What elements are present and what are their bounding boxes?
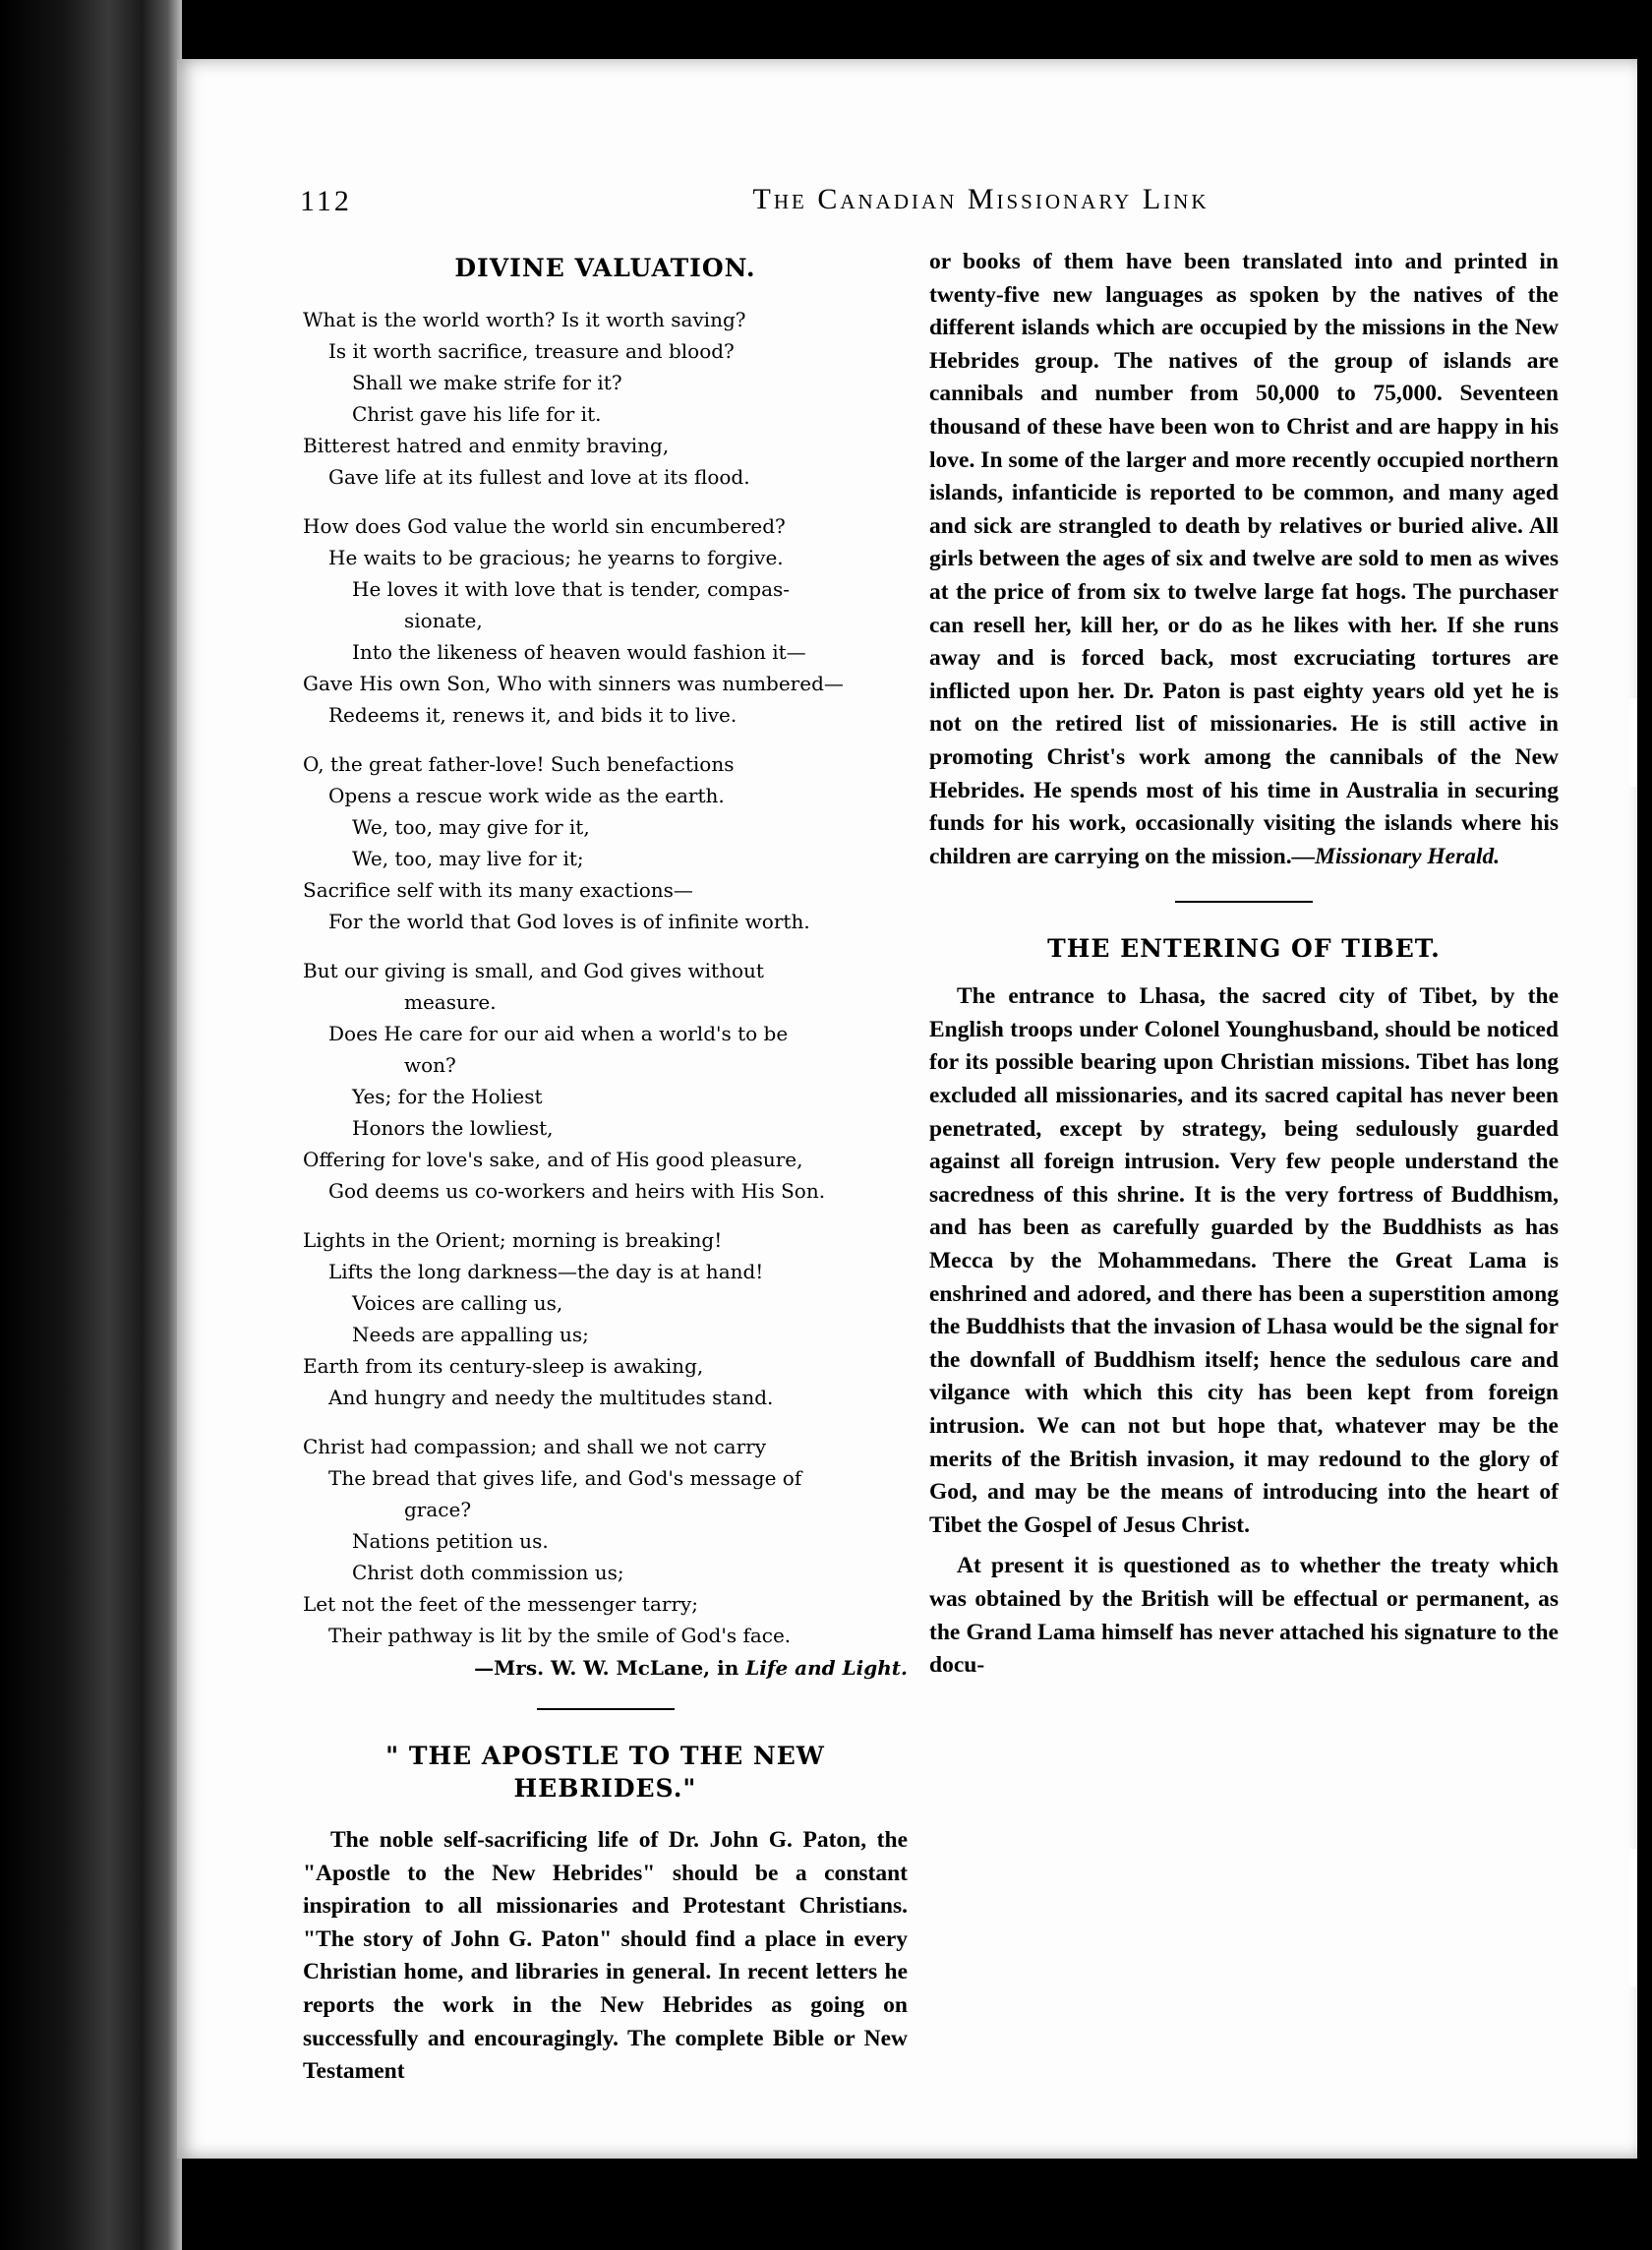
- poem-line: O, the great father-love! Such benefactions: [303, 752, 735, 776]
- poem-line: Offering for love's sake, and of His good pleasure,: [303, 1148, 803, 1171]
- poem-line: sionate,: [404, 609, 483, 632]
- section-divider: [537, 1708, 675, 1710]
- poem-line: Gave life at its fullest and love at its flood.: [328, 465, 750, 489]
- poem-line: He waits to be gracious; he yearns to forgive.: [328, 546, 784, 569]
- poem-title: DIVINE VALUATION.: [454, 254, 756, 282]
- page-number: 112: [300, 185, 352, 217]
- poem-line: Let not the feet of the messenger tarry;: [303, 1592, 699, 1616]
- poem-line: won?: [404, 1053, 456, 1077]
- poem-line: God deems us co-workers and heirs with His Son.: [328, 1179, 826, 1203]
- poem-line: How does God value the world sin encumbered?: [303, 514, 786, 538]
- poem-line: What is the world worth? Is it worth saving?: [303, 308, 746, 331]
- poem-stanza: [303, 304, 908, 493]
- poem-stanza: [303, 510, 908, 731]
- poem-line: Lights in the Orient; morning is breaking!: [303, 1228, 723, 1252]
- poem-line: But our giving is small, and God gives without: [303, 959, 764, 982]
- poem-body: [303, 304, 908, 1651]
- article-paragraph: The entrance to Lhasa, the sacred city of Tibet, by the English troops under Colonel Younghusband, should be noticed for its possible bearing upon Christian missions. Tibet has long excluded all missionaries, and its sacred capital has never been penetrated, except by strategy, being sedulously guarded against all foreign intrusion. Very few people understand the sacredness of this shrine. It is the very fortress of Buddhism, and has been as carefully guarded by the Buddhists as has Mecca by the Mohammedans. There the Great Lama is enshrined and adored, and there has been a superstition among the Buddhists that the invasion of Lhasa would be the signal for the downfall of Buddhism itself; hence the sedulous care and vilgance with which this city has been kept from foreign intrusion. We can not but hope that, whatever may be the merits of the British invasion, it may redound to the glory of God, and may be the means of introducing into the heart of Tibet the Gospel of Jesus Christ.: [929, 983, 1559, 1538]
- journal-title: The Canadian Missionary Link: [752, 183, 1210, 215]
- article-title-tibet: THE ENTERING OF TIBET.: [1047, 934, 1441, 964]
- poem-line: Does He care for our aid when a world's to be: [328, 1022, 789, 1045]
- poem-attribution: [303, 1653, 908, 1683]
- poem-stanza: [303, 1224, 908, 1413]
- poem-line: grace?: [404, 1498, 472, 1521]
- poem-line: Is it worth sacrifice, treasure and blood?: [328, 339, 735, 363]
- article-paragraph-continued: [929, 246, 1559, 873]
- poem-stanza: [303, 748, 908, 937]
- poem-stanza: [303, 1431, 908, 1651]
- left-column: [303, 246, 908, 2097]
- poem-line: Honors the lowliest,: [352, 1116, 554, 1140]
- poem-line: Bitterest hatred and enmity braving,: [303, 434, 670, 457]
- book-binding: [0, 0, 182, 2250]
- poem-line: Their pathway is lit by the smile of God's face.: [328, 1624, 792, 1647]
- article-title-new-hebrides: " THE APOSTLE TO THE NEW HEBRIDES.": [385, 1742, 825, 1803]
- poem-line: He loves it with love that is tender, compas-: [352, 577, 791, 601]
- poem-line: We, too, may give for it,: [352, 815, 590, 839]
- poem-line: Redeems it, renews it, and bids it to live.: [328, 703, 738, 727]
- poem-line: measure.: [404, 990, 497, 1014]
- article-source: —Missionary Herald.: [1291, 843, 1501, 869]
- page: [177, 59, 1637, 2159]
- poem-line: Opens a rescue work wide as the earth.: [328, 784, 725, 807]
- poem-line: Sacrifice self with its many exactions—: [303, 878, 693, 902]
- right-column: [929, 246, 1559, 1690]
- poem-line: Christ doth commission us;: [352, 1561, 624, 1584]
- poem-line: The bread that gives life, and God's message of: [328, 1466, 802, 1490]
- poem-line: Christ had compassion; and shall we not carry: [303, 1435, 766, 1458]
- poem-line: Voices are calling us,: [352, 1291, 563, 1315]
- attribution-author: —Mrs. W. W. McLane, in: [474, 1656, 746, 1680]
- poem-stanza: [303, 955, 908, 1207]
- poem-line: Gave His own Son, Who with sinners was numbered—: [303, 672, 844, 695]
- poem-line: Needs are appalling us;: [352, 1323, 589, 1346]
- poem-line: Into the likeness of heaven would fashion it—: [352, 640, 806, 664]
- poem-line: Shall we make strife for it?: [352, 371, 622, 394]
- article-continued-text: or books of them have been translated into and printed in twenty-five new languages as spoken by the natives of the different islands which are occupied by the missions in the New Hebrides group. The natives of the group of islands are cannibals and number from 50,000 to 75,000. Seventeen thousand of these have been won to Christ and are happy in his love. In some of the larger and more recently occupied northern islands, infanticide is reported to be common, and many aged and sick are strangled to death by relatives or buried alive. All girls between the ages of six and twelve are sold to men as wives at the price of from six to twelve large fat hogs. The purchaser can resell her, kill her, or do as he likes with her. If she runs away and is forced back, most excruciating tortures are inflicted upon her. Dr. Paton is past eighty years old yet he is not on the retired list of missionaries. He is still active in promoting Christ's work among the cannibals of the New Hebrides. He spends most of his time in Australia in securing funds for his work, occasionally visiting the islands where his children are carrying on the mission.: [929, 249, 1559, 869]
- poem-line: Earth from its century-sleep is awaking,: [303, 1354, 704, 1378]
- running-head: [300, 177, 1603, 228]
- poem-line: Yes; for the Holiest: [352, 1085, 543, 1108]
- poem-line: We, too, may live for it;: [352, 847, 584, 870]
- poem-line: Nations petition us.: [352, 1529, 549, 1553]
- poem-line: Christ gave his life for it.: [352, 402, 602, 426]
- article-paragraph: At present it is questioned as to whether the treaty which was obtained by the British will be effectual or permanent, as the Grand Lama himself has never attached his signature to the docu-: [929, 1553, 1559, 1679]
- article-paragraph: The noble self-sacrificing life of Dr. John G. Paton, the "Apostle to the New Hebrides" should be a constant inspiration to all missionaries and Protestant Christians. "The story of John G. Paton" should find a place in every Christian home, and libraries in general. In recent letters he reports the work in the New Hebrides as going on successfully and encouragingly. The complete Bible or New Testament: [303, 1827, 908, 2085]
- poem-line: And hungry and needy the multitudes stand.: [328, 1386, 774, 1409]
- poem-line: For the world that God loves is of infinite worth.: [328, 910, 810, 933]
- attribution-source: Life and Light.: [745, 1656, 908, 1680]
- poem-line: Lifts the long darkness—the day is at hand!: [328, 1260, 764, 1283]
- section-divider: [1175, 901, 1313, 903]
